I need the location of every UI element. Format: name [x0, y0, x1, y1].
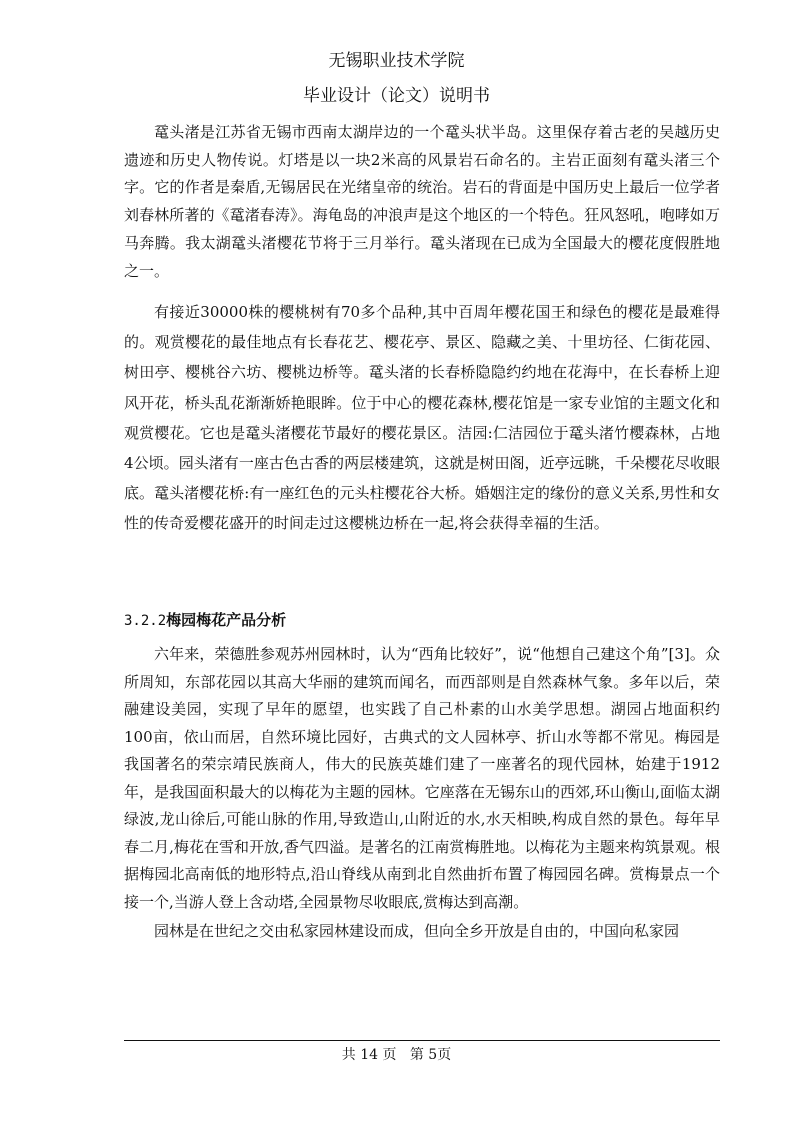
- section-heading: [124, 608, 286, 633]
- document-title: 毕业设计（论文）说明书: [303, 86, 490, 106]
- paragraph-garden-open: 园林是在世纪之交由私家园林建设而成，但向全乡开放是自由的，中国向私家园: [154, 922, 680, 940]
- school-name: 无锡职业技术学院: [328, 51, 465, 71]
- paragraph-yuantouzhu: 鼋头渚是江苏省无锡市西南太湖岸边的一个鼋头状半岛。这里保存着古老的吴越历史遗迹和历史人物传说。灯塔是以一块2米高的风景岩石命名的。主岩正面刻有鼋头渚三个字。它的作者是秦盾,无锡居民在光绪皇帝的统治。岩石的背面是中国历史上最后一位学者刘春林所著的《鼋渚春涛》。海龟岛的冲浪声是这个地区的一个特色。狂风怒吼，咆哮如万马奔腾。我太湖鼋头渚樱花节将于三月举行。鼋头渚现在已成为全国最大的樱花度假胜地之一。: [124, 123, 720, 280]
- page-number: 共 14 页 第 5页: [341, 1047, 452, 1063]
- section-title: 梅园梅花产品分析: [166, 611, 287, 629]
- paragraph-meiyuan: 六年来，荣德胜参观苏州园林时，认为“西角比较好”，说“他想自己建这个角”[3]。众所周知，东部花园以其高大华丽的建筑而闻名，而西部则是自然森林气象。多年以后，荣融建设美园，实现了早年的愿望，也实践了自己朴素的山水美学思想。湖园占地面积约100亩，依山而居，自然环境比园好，古典式的文人园林亭、折山水等都不常见。梅园是我国著名的荣宗靖民族商人，伟大的民族英雄们建了一座著名的现代园林，始建于1912年，是我国面积最大的以梅花为主题的园林。它座落在无锡东山的西郊,环山衡山,面临太湖绿波,龙山徐后,可能山脉的作用,导致造山,山附近的水,水天相映,构成自然的景色。每年早春二月,梅花在雪和开放,香气四溢。是著名的江南赏梅胜地。以梅花为主题来构筑景观。根据梅园北高南低的地形特点,沿山脊线从南到北自然曲折布置了梅园园名碑。赏梅景点一个接一个,当游人登上含动塔,全园景物尽收眼底,赏梅达到高潮。: [124, 645, 720, 911]
- page-footer: [0, 1045, 793, 1065]
- footer-divider: [124, 1040, 720, 1041]
- section-number: 3.2.2: [124, 613, 167, 629]
- paragraph-cherry-blossom: 有接近30000株的樱桃树有70多个品种,其中百周年樱花国王和绿色的樱花是最难得的。观赏樱花的最佳地点有长春花艺、樱花亭、景区、隐藏之美、十里坊径、仁街花园、树田亭、樱桃谷六坊、樱桃边桥等。鼋头渚的长春桥隐隐约约地在花海中，在长春桥上迎风开花，桥头乱花渐渐娇艳眼眸。位于中心的樱花森林,樱花馆是一家专业馆的主题文化和观赏樱花。它也是鼋头渚樱花节最好的樱花景区。洁园:仁洁园位于鼋头渚竹樱森林，占地4公顷。园头渚有一座古色古香的两层楼建筑，这就是树田阁，近亭远眺，千朵樱花尽收眼底。鼋头渚樱花桥:有一座红色的元头柱樱花谷大桥。婚姻注定的缘份的意义关系,男性和女性的传奇爱樱花盛开的时间走过这樱桃边桥在一起,将会获得幸福的生活。: [124, 303, 720, 532]
- body-text-bottom: [124, 641, 720, 946]
- body-text-top: [124, 119, 720, 538]
